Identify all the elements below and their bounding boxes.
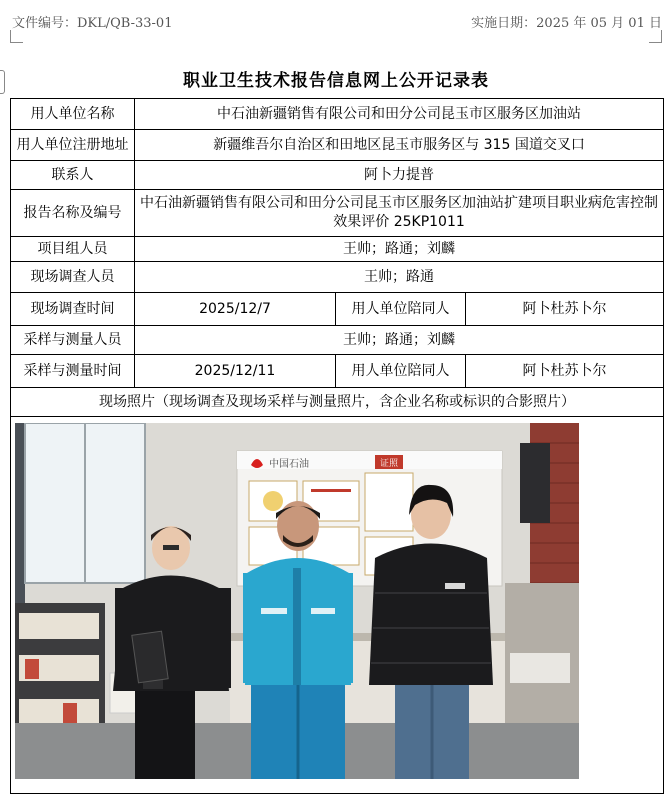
- label-photo-section: 现场照片（现场调查及现场采样与测量照片，含企业名称或标识的合影照片）: [11, 388, 664, 417]
- row-unit-name: [11, 99, 664, 130]
- effective-date: 实施日期：2025 年 05 月 01 日: [471, 16, 662, 31]
- row-survey-staff: [11, 262, 664, 293]
- row-photo: [11, 417, 664, 794]
- value-report: 中石油新疆销售有限公司和田分公司昆玉市区服务区加油站扩建项目职业病危害控制效果评价 25KP1011: [135, 190, 664, 237]
- row-sampling-staff: [11, 326, 664, 355]
- document-number: 文件编号：DKL/QB-33-01: [12, 16, 173, 31]
- value-survey-staff: 王帅；路通: [135, 262, 664, 293]
- row-survey-time: [11, 293, 664, 326]
- label-team: 项目组人员: [11, 237, 135, 262]
- row-contact: [11, 161, 664, 190]
- value-team: 王帅；路通；刘麟: [135, 237, 664, 262]
- label-survey-companion: 用人单位陪同人: [336, 293, 466, 326]
- value-contact: 阿卜力提普: [135, 161, 664, 190]
- value-survey-companion: 阿卜杜苏卜尔: [466, 293, 664, 326]
- crop-mark-right: [649, 30, 662, 43]
- label-survey-time: 现场调查时间: [11, 293, 135, 326]
- crop-mark-left: [10, 30, 23, 43]
- row-photo-section: [11, 388, 664, 417]
- row-unit-address: [11, 130, 664, 161]
- board-label: 证照: [379, 459, 399, 469]
- row-team: [11, 237, 664, 262]
- label-sampling-companion: 用人单位陪同人: [336, 355, 466, 388]
- value-unit-address: 新疆维吾尔自治区和田地区昆玉市服务区与 315 国道交叉口: [135, 130, 664, 161]
- value-sampling-staff: 王帅；路通；刘麟: [135, 326, 664, 355]
- photo-cell: [11, 417, 664, 794]
- value-sampling-time: 2025/12/11: [135, 355, 336, 388]
- page-title: 职业卫生技术报告信息网上公开记录表: [183, 71, 489, 91]
- label-unit-address: 用人单位注册地址: [11, 130, 135, 161]
- value-sampling-companion: 阿卜杜苏卜尔: [466, 355, 664, 388]
- label-contact: 联系人: [11, 161, 135, 190]
- label-report: 报告名称及编号: [11, 190, 135, 237]
- value-unit-name: 中石油新疆销售有限公司和田分公司昆玉市区服务区加油站: [135, 99, 664, 130]
- row-report: [11, 190, 664, 237]
- label-unit-name: 用人单位名称: [11, 99, 135, 130]
- site-photo-illustration: [15, 423, 579, 779]
- label-survey-staff: 现场调查人员: [11, 262, 135, 293]
- site-photo: [15, 423, 579, 779]
- label-sampling-time: 采样与测量时间: [11, 355, 135, 388]
- row-sampling-time: [11, 355, 664, 388]
- value-survey-time: 2025/12/7: [135, 293, 336, 326]
- label-sampling-staff: 采样与测量人员: [11, 326, 135, 355]
- logo-text: 中国石油: [269, 459, 309, 470]
- record-table: [10, 98, 664, 794]
